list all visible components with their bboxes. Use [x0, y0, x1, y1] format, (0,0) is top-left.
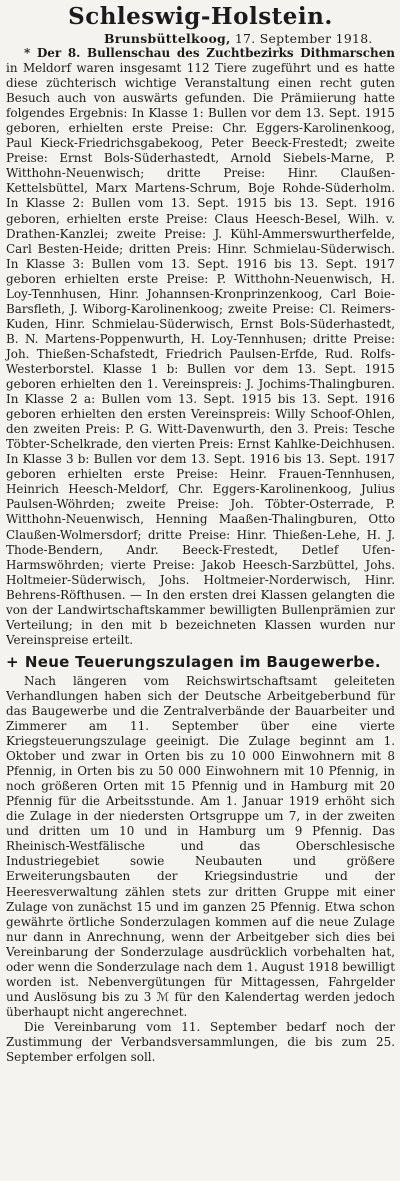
dateline	[104, 32, 395, 46]
headline-title: Neue Teuerungszulagen im Baugewerbe.	[24, 652, 381, 671]
masthead: Schleswig-Holstein.	[68, 3, 333, 30]
dateline-place: Brunsbüttelkoog,	[104, 31, 231, 46]
article-baugewerbe-para1: Nach längeren vom Reichswirtschaftsamt geleiteten Verhandlungen haben sich der Deutsche Arbeitgeberbund für das Baugewerbe und die Zentralverbände der Bauarbeiter und Zimmerer am 11. September über eine vierte Kriegsteuerungszulage geeinigt. Die Zulage beginnt am 1. Oktober und zwar in Orten bis zu 10 000 Einwohnern mit 8 Pfennig, in Orten bis zu 50 000 Einwohnern mit 10 Pfennig, in noch größeren Orten mit 15 Pfennig und in Hamburg mit 20 Pfennig für die Arbeitsstunde. Am 1. Januar 1919 erhöht sich die Zulage in der niedersten Ortsgruppe um 7, in der zweiten und dritten um 10 und in Hamburg um 9 Pfennig. Das Rheinisch-Westfälische und das Oberschlesische Industriegebiet sowie Neubauten und größere Erweiterungsbauten der Kriegsindustrie und der Heeresverwaltung zählen stets zur dritten Gruppe mit einer Zulage von zunächst 15 und im ganzen 25 Pfennig. Etwa schon gewährte örtliche Sonderzulagen kommen auf die neue Zulage nur dann in Anrechnung, wenn der Arbeitgeber sich dies bei Vereinbarung der Sonderzulage ausdrücklich vorbehalten hat, oder wenn die Sonderzulage nach dem 1. August 1918 bewilligt worden ist. Nebenvergütungen für Mittagessen, Fahrgelder und Auslösung bis zu 3 ℳ für den Kalendertag werden jedoch überhaupt nicht angerechnet.	[6, 673, 395, 1019]
article-bullenschau-body: in Meldorf waren insgesamt 112 Tiere zugeführt und es hatte diese züchterisch wichtige Veranstaltung einen recht guten Besuch auch von auswärts gefunden. Die Prämiierung hatte folgendes Ergebnis: In Klasse 1: Bullen vor dem 13. Sept. 1915 geboren, erhielten erste Preise: Chr. Eggers-Karolinenkoog, Paul Kieck-Friedrichsgabekoog, Peter Beeck-Frestedt; zweite Preise: Ernst Bols-Süderhastedt, Arnold Siebels-Marne, P. Witthohn-Neuenwisch; dritte Preise: Hinr. Claußen-Kettelsbüttel, Marx Martens-Schrum, Boje Rohde-Süderholm. In Klasse 2: Bullen vom 13. Sept. 1915 bis 13. Sept. 1916 geboren, erhielten erste Preise: Claus Heesch-Besel, Wilh. v. Drathen-Kanzlei; zweite Preise: J. Kühl-Ammerswurtherfelde, Carl Besten-Heide; dritten Preis: Hinr. Schmielau-Süderwisch. In Klasse 3: Bullen vom 13. Sept. 1916 bis 13. Sept. 1917 geboren erhielten erste Preise: P. Witthohn-Neuenwisch, H. Loy-Tennhusen, Hinr. Johannsen-Kronprinzenkoog, Carl Boie-Barsfleth, J. Wiborg-Karolinenkoog; zweite Preise: Cl. Reimers-Kuden, Hinr. Schmielau-Süderwisch, Ernst Bols-Süderhastedt, B. N. Martens-Poppenwurth, H. Loy-Tennhusen; dritte Preise: Joh. Thießen-Schafstedt, Friedrich Paulsen-Erfde, Rud. Rolfs-Westerborstel. Klasse 1 b: Bullen vor dem 13. Sept. 1915 geboren erhielten den 1. Vereinspreis: J. Jochims-Thalingburen. In Klasse 2 a: Bullen vom 13. Sept. 1915 bis 13. Sept. 1916 geboren erhielten den ersten Vereinspreis: Willy Schoof-Ohlen, den zweiten Preis: P. G. Witt-Davenwurth, den 3. Preis: Tesche Töbter-Schelkrade, den vierten Preis: Ernst Kahlke-Deichhusen. In Klasse 3 b: Bullen vor dem 13. Sept. 1916 bis 13. Sept. 1917 geboren erhielten erste Preise: Heinr. Frauen-Tennhusen, Heinrich Heesch-Meldorf, Chr. Eggers-Karolinenkoog, Julius Paulsen-Wöhrden; zweite Preise: Joh. Töbter-Osterrade, P. Witthohn-Neuenwisch, Henning Maaßen-Thalingburen, Otto Claußen-Wolmersdorf; dritte Preise: Hinr. Thießen-Lehe, H. J. Thode-Bendern, Andr. Beeck-Frestedt, Detlef Ufen-Harmswöhrden; vierte Preise: Jakob Heesch-Sarzbüttel, Johs. Holtmeier-Süderwisch, Johs. Holtmeier-Norderwisch, Hinr. Behrens-Röfthusen. — In den ersten drei Klassen gelangten die von der Landwirtschaftskammer bewilligten Bullenprämien zur Verteilung; in den mit b bezeichneten Klassen wurden nur Vereinspreise erteilt.	[6, 61, 395, 647]
article-baugewerbe-para2: Die Vereinbarung vom 11. September bedarf noch der Zustimmung der Verbandsversammlungen, die bis zum 25. September erfolgen soll.	[6, 1019, 395, 1065]
article-bullenschau-text	[6, 46, 395, 648]
article-baugewerbe	[6, 674, 395, 1065]
headline-mark: +	[6, 652, 19, 671]
article-bullenschau-lead: Der 8. Bullenschau des Zuchtbezirks Dithmarschen	[36, 46, 395, 60]
article-bullenschau	[6, 46, 395, 648]
dateline-date: 17. September 1918.	[234, 31, 373, 46]
article-baugewerbe-headline	[6, 652, 395, 672]
